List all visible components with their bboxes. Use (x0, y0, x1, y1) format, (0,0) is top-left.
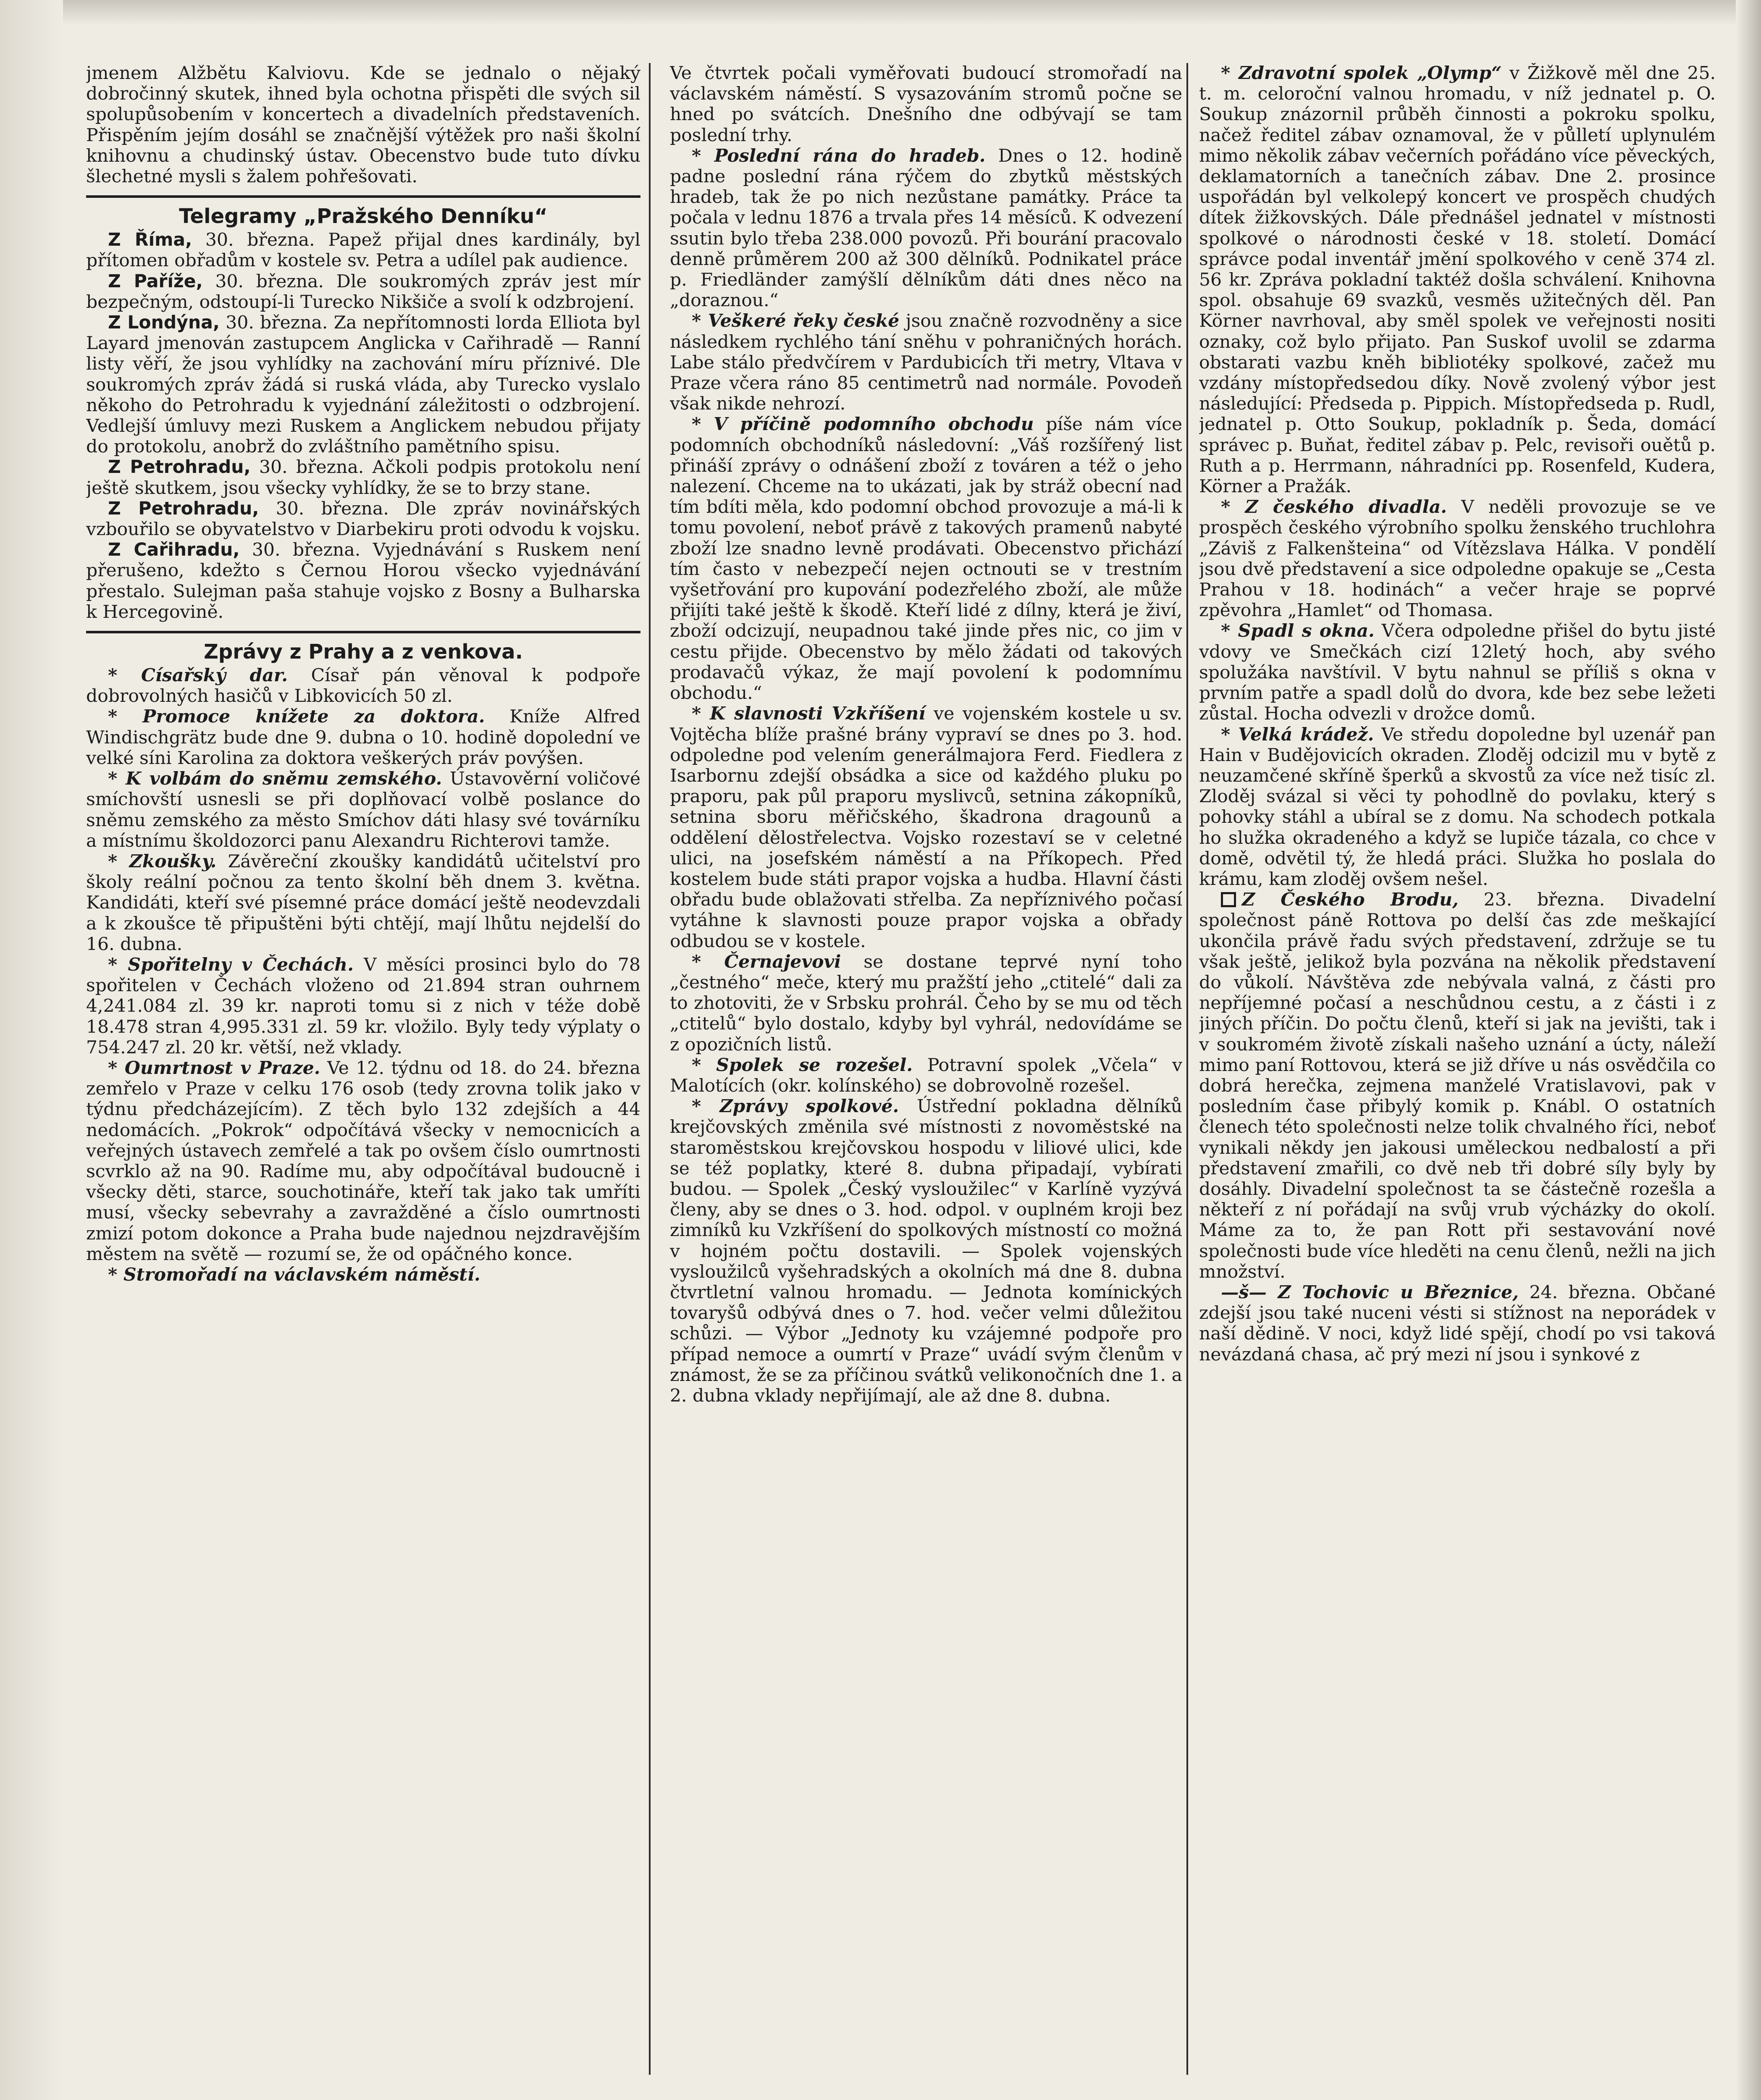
section-divider (86, 195, 640, 198)
news-kicker: Z Českého Brodu, (1242, 889, 1459, 911)
news-kicker: * Veškeré řeky české (692, 310, 900, 332)
news-heading: Zprávy z Prahy a z venkova. (204, 640, 523, 664)
news-item: * Zkoušky. Závěreční zkoušky kandidátů učitelství pro školy reální počnou za tento školní běh dnem 3. května. Kandidáti, kteří své písemné práce domácí ještě neodevzdali a k zkoušce tě připuštěni býti chtějí, mají lhůtu nejdelší do 16. dubna. (86, 850, 640, 955)
news-item: Z Českého Brodu, 23. března. Divadelní společnost páně Rottova po delší čas zde meškající ukončila právě řadu svých představení, zdržuje se tu však ještě, jelikož byla pozvána na několik představení do vůkolí. Návštěva zde nebývala valná, z části pro nepříjemné počasí a neschůdnou cestu, a z části i z jiných příčin. Do počtu členů, kteří si jak na jevišti, tak i v soukromém životě získali našeho uznání a úcty, náleží mimo paní Rottovou, která se již dříve u nás osvědčila co dobrá herečka, zejmena manželé Vratislavovi, pak v posledním čase přibylý komik p. Knábl. O ostatních členech této společnosti nelze tolik chvalného říci, neboť vynikali někdy jen jakousi uměleckou nedbalostí a při představení zmařili, co dvě neb tři dobré síly byly by dosáhly. Divadelní společnost ta se částečně rozešla a někteří z ní pořádají na svůj vrub výcházky do okolí. Máme za to, že pan Rott při sestavování nové společnosti bude více hleděti na cenu členů, nežli na jich množství. (1199, 889, 1716, 1282)
news-kicker: * Zdravotní spolek „Olymp“ (1221, 63, 1502, 84)
news-item: * Černajevovi se dostane teprvé nyní toho „čestného“ meče, který mu pražští jeho „ctitelé“ dali za to zhotoviti, že v Srbsku prohrál. Čeho by se mu od těch „ctitelů“ bylo dostalo, kdyby byl vyhrál, nedovídáme se z opozičních listů. (670, 951, 1182, 1055)
column-3 (1199, 63, 1716, 1365)
telegram-place: Z Cařihradu, (108, 540, 240, 561)
telegram-place: Z Londýna, (108, 312, 220, 333)
news-item: * Zdravotní spolek „Olymp“ v Žižkově měl dne 25. t. m. celoroční valnou hromadu, v níž jednatel p. O. Soukup znázornil průběh činnosti a pokroku spolku, načež ředitel zábav oznamoval, že v půlletí uplynulém mimo několik zábav večerních pořádáno více pěveckých, deklamatorních a tanečních zábav. Dne 2. prosince uspořádán byl velkolepý koncert ve prospěch chudých dítek žižkovských. Dále přednášel jednatel v místnosti spolkové o národnosti české v 18. století. Domácí správce podal inventář jmění spolkového v ceně 374 zl. 56 kr. Zpráva pokladní taktéž došla schválení. Knihovna spol. obsahuje 69 svazků, vesměs užitečných děl. Pan Körner navrhoval, aby směl spolek ve veřejnosti nositi oznaky, což bylo přijato. Pan Suskof uvolil se zdarma obstarati vazbu kněh bibliotéky spolkové, začež mu vzdány místopředsedou díky. Nově zvolený výbor jest následující: Předseda p. Pippich. Místopředseda p. Rudl, jednatel p. Otto Soukup, pokladník p. Šeda, domácí správec p. Buňat, ředitel zábav p. Pelc, revisoři ouětů p. Ruth a p. Herrmann, náhradníci pp. Rosenfeld, Kudera, Körner a Pražák. (1199, 63, 1716, 497)
news-item (86, 1265, 640, 1285)
square-box-icon (1221, 892, 1236, 907)
news-kicker: * Spořitelny v Čechách. (108, 954, 354, 975)
news-kicker: * V příčině podomního obchodu (692, 414, 1034, 435)
telegram-item: Z Petrohradu, 30. března. Ačkoli podpis protokolu není ještě skutkem, jsou všecky vyhlídky, že se to brzy stane. (86, 457, 640, 499)
telegram-place: Z Paříže, (108, 271, 203, 292)
news-item: * K slavnosti Vzkříšení ve vojenském kostele u sv. Vojtěcha blíže prašné brány vypraví se dnes po 3. hod. odpoledne pod velením generálmajora Ferd. Fiedlera z Isarbornu zdejší obsádka a sice od každého pluku po praporu, pak půl praporu myslivců, setnina zákopníků, setnina sboru měřičského, škadrona dragounů a oddělení dělostřelectva. Vojsko rozestaví se v celetné ulici, na josefském náměstí a na Příkopech. Před kostelem bude státi prapor vojska a hudba. Hlavní části obřadu bude oblažovati střelba. Za nepříznivého počasí vytáhne k slavnosti pouze prapor vojska a obřady odbudou se v kostele. (670, 703, 1182, 952)
news-item: * Promoce knížete za doktora. Kníže Alfred Windischgrätz bude dne 9. dubna o 10. hodině dopolední ve velké síni Karolina za doktora veškerých práv povýšen. (86, 706, 640, 769)
news-item: * Veškeré řeky české jsou značně rozvodněny a sice následkem rychlého tání sněhu v pohraničných horách. Labe stálo předvčírem v Pardubicích tři metry, Vltava v Praze včera ráno 85 centimetrů nad normále. Povodeň však nikde nehrozí. (670, 310, 1182, 415)
news-kicker: * Černajevovi (692, 951, 841, 972)
telegram-item: Z Paříže, 30. března. Dle soukromých zpráv jest mír bezpečným, odstoupí-li Turecko Nikšiče a svolí k odzbrojení. (86, 271, 640, 312)
telegram-place: Z Petrohradu, (108, 498, 259, 519)
news-item: * Oumrtnost v Praze. Ve 12. týdnu od 18. do 24. března zemřelo v Praze v celku 176 osob (tedy zrovna tolik jako v týdnu předcházejícím). Z těch bylo 132 zdejších a 44 nedomácích. „Pokrok“ odpočítává všecky v nemocnicích a veřejných ústavech zemřelé a tak po ovšem číslo oumrtnosti scvrklo až na 90. Radíme mu, aby odpočítával budoucně i všecky děti, starce, souchotináře, kteří tak jako tak umříti musí, všecky sebevrahy a zavražděné a číslo oumrtnosti zmizí potom dokonce a Praha bude najednou nejzdravějším městem na světě — rozumí se, že od opáčného konce. (86, 1057, 640, 1265)
news-kicker: * K slavnosti Vzkříšení (692, 703, 926, 724)
news-item: * Zprávy spolkové. Ústřední pokladna dělníků krejčovských změnila své místnosti z novoměstské na staroměstskou krejčovskou hospodu v liliové ulici, kde se též poplatky, které 8. dubna připadají, vybírati budou. — Spolek „Český vysloužilec“ v Karlíně vyzývá členy, aby se dnes o 3. hod. odpol. v ouplném kroji bez zimníků ku Vzkříšení do spolkových místností co možná v hojném počtu dostavili. — Spolek vojenských vysloužilců vyšehradských a okolních má dne 8. dubna čtvrtletní valnou hromadu. — Jednota komínických tovaryšů odbývá dnes o 7. hod. večer velmi důležitou schůzi. — Výbor „Jednoty ku vzájemné podpoře pro případ nemoce a oumrtí v Praze“ uvádí svým členům v známost, že se za příčinou svátků velikonočních dne 1. a 2. dubna vklady nepřijímají, ale až dne 8. dubna. (670, 1096, 1182, 1406)
telegram-item: Z Říma, 30. března. Papež přijal dnes kardinály, byl přítomen obřadům v kostele sv. Petra a udílel pak audience. (86, 230, 640, 271)
news-item: * Poslední rána do hradeb. Dnes o 12. hodině padne poslední rána rýčem do zbytků městských hradeb, tak že po nich nezůstane památky. Práce ta počala v lednu 1876 a trvala přes 14 měsíců. K odvezení ssutin bylo třeba 238.000 povozů. Při bourání pracovalo denně průměrem 200 až 300 dělníků. Podnikatel práce p. Friedländer zamýšlí dělníkům dáti dnes něco na „doraznou.“ (670, 145, 1182, 311)
column-2 (670, 63, 1182, 1406)
column-rule-1 (649, 63, 651, 2075)
news-kicker: * Zprávy spolkové. (692, 1096, 899, 1117)
news-item: * Spořitelny v Čechách. V měsíci prosinci bylo do 78 spořitelen v Čechách vloženo od 21.894 stran ouhrnem 4,241.084 zl. 39 kr. naproti tomu si z nich v téže době 18.478 stran 4,995.331 zl. 59 kr. vložilo. Byly tedy výplaty o 754.247 zl. 20 kr. větší, než vklady. (86, 954, 640, 1058)
column-rule-2 (1186, 63, 1188, 2075)
news-kicker: * K volbám do sněmu zemského. (108, 768, 442, 790)
news-kicker: * Císařský dar. (108, 665, 288, 686)
news-item: * Spadl s okna. Včera odpoledne přišel do bytu jisté vdovy ve Smečkách cizí 12letý hoch, aby svého spolužáka navštívil. V bytu nahnul se příliš s okna v prvním patře a spadl dolů do dvora, kde bez sebe ležeti zůstal. Hocha odvezli v drožce domů. (1199, 620, 1716, 724)
news-item: * K volbám do sněmu zemského. Ústavověrní voličové smíchovští usnesli se při doplňovací volbě poslance do sněmu zemského za město Smíchov dáti hlasy své továrníku a místnímu školdozorci panu Alexandru Richterovi tamže. (86, 768, 640, 851)
news-kicker: * Poslední rána do hradeb. (692, 145, 986, 166)
scan-top-edge (0, 0, 1761, 25)
telegram-item: Z Cařihradu, 30. března. Vyjednávání s Ruskem není přerušeno, kdežto s Černou Horou všecko vyjednávání přestalo. Sulejman paša stahuje vojsko z Bosny a Bulharska k Hercegovině. (86, 540, 640, 622)
news-kicker: * Stromořadí na václavském náměstí. (108, 1264, 480, 1285)
news-kicker: * Promoce knížete za doktora. (108, 706, 485, 727)
section-divider (86, 631, 640, 633)
telegram-item: Z Petrohradu, 30. března. Dle zpráv novinářských vzbouřilo se obyvatelstvo v Diarbekiru proti odvodu k vojsku. (86, 498, 640, 540)
obituary-continuation: jmenem Alžbětu Kalviovu. Kde se jednalo o nějaký dobročinný skutek, ihned byla ochotna přispěti dle svých sil spolupůsobením v koncertech a divadelních představeních. Přispěním jejím dosáhl se značnější výtěžek pro naši školní knihovnu a chudinský ústav. Obecenstvo bude tuto dívku šlechetné mysli s žalem pohřešovati. (86, 63, 640, 187)
news-kicker: * Spadl s okna. (1221, 620, 1375, 642)
news-kicker: * Spolek se rozešel. (692, 1054, 913, 1076)
telegram-place: Z Říma, (108, 230, 192, 251)
news-item: * Spolek se rozešel. Potravní spolek „Včela“ v Malotících (okr. kolínského) se dobrovolně rozešel. (670, 1054, 1182, 1096)
column-1 (86, 63, 640, 1285)
scan-left-edge (0, 0, 63, 2100)
news-kicker: —š— Z Tochovic u Březnice, (1221, 1281, 1519, 1303)
news-item: * Císařský dar. Císař pán věnoval k podpoře dobrovolných hasičů v Libkovicích 50 zl. (86, 665, 640, 707)
news-item: * Z českého divadla. V neděli provozuje se ve prospěch českého výrobního spolku ženského truchlohra „Záviš z Falkenšteina“ od Vítězslava Hálka. V pondělí jsou dvě představení a sice odpoledne opakuje se „Cesta Prahou v 18. hodinách“ a večer hraje se poprvé zpěvohra „Hamlet“ od Thomasa. (1199, 496, 1716, 621)
news-kicker: * Zkoušky. (108, 850, 217, 872)
telegram-item: Z Londýna, 30. března. Za nepřítomnosti lorda Elliota byl Layard jmenován zastupcem Anglicka v Cařihradě — Ranní listy věří, že jsou vyhlídky na zachování míru příznivé. Dle soukromých zpráv žádá si ruská vláda, aby Turecko vyslalo někoho do Petrohradu k vyjednání záležitosti o odzbrojení. Vedlejší úmluvy mezi Ruskem a Anglickem nebudou přijaty do protokolu, anobrž do zvláštního pamětního spisu. (86, 312, 640, 457)
news-item: Ve čtvrtek počali vyměřovati budoucí stromořadí na václavském náměstí. S vysazováním stromů počne se hned po svátcích. Dnešního dne odbývají se tam poslední trhy. (670, 63, 1182, 146)
news-item: * V příčině podomního obchodu píše nám více podomních obchodníků následovní: „Váš rozšířený list přináší zprávy o odnášení zboží z továren a též o jeho nalezení. Chceme na to ukázati, jak by stráž obecní nad tím bdíti měla, kdo podomní obchod provozuje a má-li k tomu povolení, neboť právě z takových pramenů nabyté zboží lze snadno levně prodávati. Obecenstvo přichází tím často v nebezpečí nejen octnouti se v trestním vyšetřování pro kupování podezřelého zboží, ale může přijíti také ještě k škodě. Kteří lidé z dílny, která je živí, zboží odcizují, neupadnou také jinde přes nic, co jim v cestu přijde. Obecenstvo by mělo žádati od takových prodavačů výkaz, že mají povolení k podomnímu obchodu.“ (670, 414, 1182, 704)
telegrams-heading: Telegramy „Pražského Denníku“ (179, 205, 548, 228)
news-kicker: * Z českého divadla. (1221, 496, 1447, 518)
telegram-place: Z Petrohradu, (108, 457, 251, 478)
scan-right-edge (1736, 0, 1761, 2100)
news-item: * Velká krádež. Ve středu dopoledne byl uzenář pan Hain v Budějovicích okraden. Zloděj odcizil mu v bytě z neuzamčené skříně šperků a skvostů za více než tisíc zl. Zloděj svázal si věci ty pohodlně do povlaku, který s pohovky stáhl a ubíral se z domu. Na schodech potkala ho služka okradeného a když se lupiče tázala, co chce v domě, odvětil tý, že hledá práci. Služka ho poslala do krámu, kam zloděj ovšem nešel. (1199, 724, 1716, 890)
news-kicker: * Oumrtnost v Praze. (108, 1057, 320, 1079)
news-item: —š— Z Tochovic u Březnice, 24. března. Občané zdejší jsou také nuceni vésti si stížnost na neporádek v naší dědině. V noci, když lidé spějí, chodí po vsi taková nevázdaná chasa, ač prý mezi ní jsou i synkové z (1199, 1281, 1716, 1365)
news-kicker: * Velká krádež. (1221, 724, 1374, 745)
